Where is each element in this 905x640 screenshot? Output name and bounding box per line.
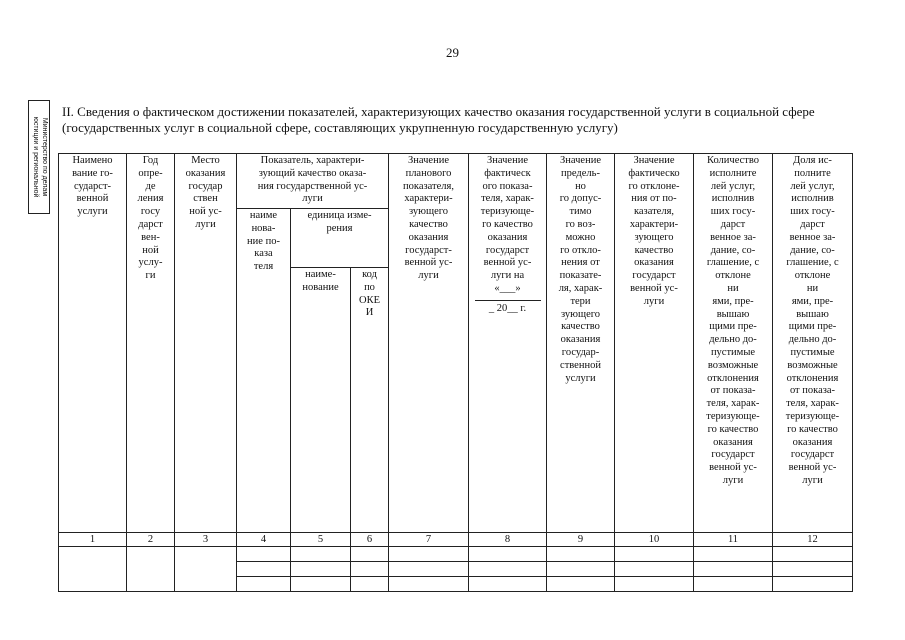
header-executors-share: Доля ис- полните лей услуг, исполнив ших госу- дарст венное за- дание, со- глашение, с отклоне ни ями, пре- вышаю щими пре- дельно до- пустимые возможные отклонения от показа- теля, харак- теризующе- го качество оказания государст венной ус- луги [773,154,853,533]
empty-cell [615,547,694,562]
column-number: 3 [175,533,237,547]
empty-cell [469,547,547,562]
empty-cell [469,562,547,577]
header-year: Год опре- де ления госу дарст вен- ной услу- ги [127,154,175,533]
empty-cell [694,577,773,592]
empty-cell [773,547,853,562]
section-heading: II. Сведения о фактическом достижении показателей, характеризующих качество оказания государственной услуги в социальной сфере (государственных услуг в социальной сфере, составляющих укрупненную государственную услугу) [62,104,815,135]
header-unit-group: единица изме- рения [291,209,389,268]
empty-cell [547,562,615,577]
empty-cell [694,562,773,577]
column-number: 7 [389,533,469,547]
empty-cell [547,577,615,592]
header-indicator-group: Показатель, характери- зующий качество оказа- ния государственной ус- луги [237,154,389,209]
column-number: 6 [351,533,389,547]
column-number: 8 [469,533,547,547]
empty-cell [291,562,351,577]
empty-cell [127,547,175,592]
column-number: 10 [615,533,694,547]
header-actual-value-date: _ 20__ г. [475,300,541,316]
empty-cell [615,577,694,592]
indicators-table [58,153,853,592]
column-number: 4 [237,533,291,547]
header-indicator-name: наиме нова- ние по- каза теля [237,209,291,533]
empty-cell [351,562,389,577]
header-actual-deviation: Значение фактическо го отклоне- ния от по- казателя, характери- зующего качество оказания государст венной ус- луги [615,154,694,533]
header-planned-value: Значение планового показателя, характери- зующего качество оказания государст- венной ус- луги [389,154,469,533]
empty-cell [59,547,127,592]
column-number-row [59,533,853,547]
empty-cell [547,547,615,562]
column-number: 11 [694,533,773,547]
empty-cell [389,577,469,592]
empty-cell [291,547,351,562]
empty-cell [237,547,291,562]
stamp-line-1: Министерство по делам [41,117,48,197]
column-number: 12 [773,533,853,547]
empty-row [59,547,853,562]
header-service-name: Наимено вание го- сударст- венной услуги [59,154,127,533]
stamp-line-2: юстиции и региональной [32,116,39,198]
header-actual-value [469,154,547,533]
column-number: 9 [547,533,615,547]
column-number: 1 [59,533,127,547]
empty-cell [773,562,853,577]
empty-cell [469,577,547,592]
header-unit-name: наиме- нование [291,268,351,533]
ministry-stamp [28,100,50,214]
header-actual-value-text: Значение фактическ ого показа- теля, харак- теризующе- го качество оказания государст венной ус- луги на «___» [480,155,535,294]
empty-cell [351,577,389,592]
empty-cell [773,577,853,592]
page-number: 29 [446,45,459,60]
column-number: 5 [291,533,351,547]
header-row-1 [59,154,853,209]
empty-cell [291,577,351,592]
empty-cell [175,547,237,592]
empty-cell [615,562,694,577]
empty-cell [389,547,469,562]
empty-cell [694,547,773,562]
empty-cell [351,547,389,562]
empty-cell [237,577,291,592]
header-unit-code: код по ОКЕ И [351,268,389,533]
column-number: 2 [127,533,175,547]
empty-cell [389,562,469,577]
empty-cell [237,562,291,577]
header-place: Место оказания государ ствен ной ус- луги [175,154,237,533]
header-max-deviation: Значение предель- но го допус- тимо го воз- можно го откло- нения от показате- ля, харак- тери зующего качество оказания государ- ственной услуги [547,154,615,533]
header-executors-count: Количество исполните лей услуг, исполнив ших госу- дарст венное за- дание, со- глашение, с отклоне ни ями, пре- вышаю щими пре- дельно до- пустимые возможные отклонения от показа- теля, харак- теризующе- го качество оказания государст венной ус- луги [694,154,773,533]
